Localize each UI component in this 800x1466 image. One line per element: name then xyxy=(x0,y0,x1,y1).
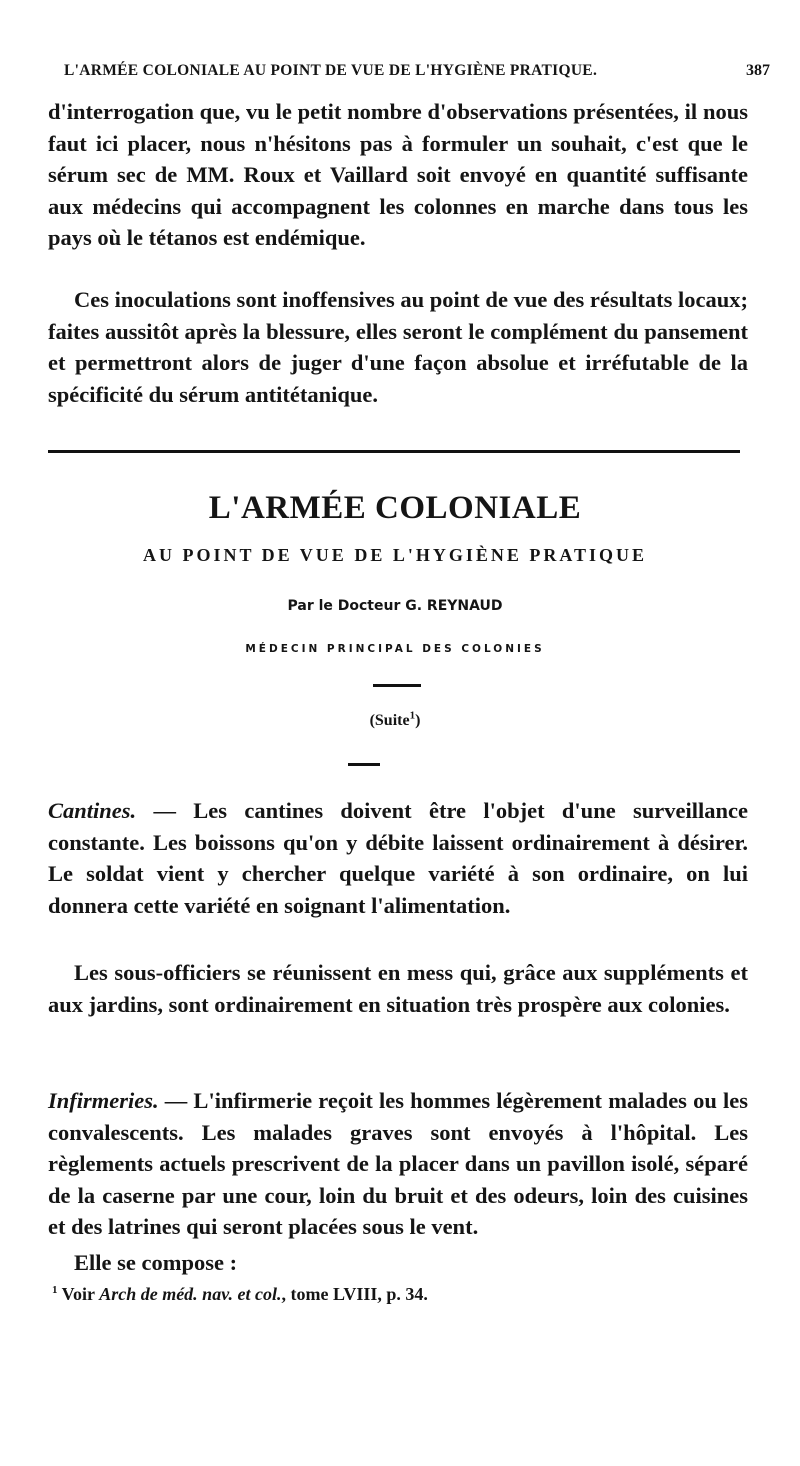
article-subtitle: AU POINT DE VUE DE L'HYGIÈNE PRATIQUE xyxy=(142,545,648,565)
continued-label xyxy=(0,709,790,730)
footnote-ref: 1 xyxy=(409,709,416,722)
cantines-text: — Les cantines doivent être l'objet d'une surveillance constante. Les boissons qu'on y débite laissent ordinairement à désirer. Le soldat vient y chercher quelque variété à son ordinaire, on lui donnera cette variété en soignant l'alimentation. xyxy=(48,798,748,918)
paragraph-cantines xyxy=(48,795,748,921)
paragraph-serum: d'interrogation que, vu le petit nombre d'observations présentées, il nous faut ici placer, nous n'hésitons pas à formuler un souhait, c'est que le sérum sec de MM. Roux et Vaillard soit envoyé en quantité suffisante aux médecins qui accompagnent les colonnes en marche dans tous les pays où le tétanos est endémique. xyxy=(48,99,748,250)
footnote-marker: 1 xyxy=(52,1284,58,1296)
section-heading-infirmeries: Infirmeries. xyxy=(48,1088,159,1113)
paragraph-sous-officiers: Les sous-officiers se réunissent en mess qui, grâce aux suppléments et aux jardins, sont ordinairement en situation très prospère aux colonies. xyxy=(48,960,748,1017)
section-divider xyxy=(48,450,740,453)
footnote-prefix: Voir xyxy=(57,1284,100,1304)
paragraph-infirmeries xyxy=(48,1085,748,1243)
infirmeries-text: — L'infirmerie reçoit les hommes légèrement malades ou les convalescents. Les malades graves sont envoyés à l'hôpital. Les règlements actuels prescrivent de la placer dans un pavillon isolé, séparé de la caserne par une cour, loin du bruit et des odeurs, loin des cuisines et des latrines qui seront placées sous le vent. xyxy=(48,1088,748,1239)
article-title: L'ARMÉE COLONIALE xyxy=(208,490,582,526)
footnote-source: Arch de méd. nav. et col. xyxy=(99,1284,282,1304)
section-heading-cantines: Cantines. xyxy=(48,798,137,823)
footnote xyxy=(52,1284,428,1305)
footnote-suffix: , tome LVIII, p. 34. xyxy=(281,1284,428,1304)
paragraph-compose: Elle se compose : xyxy=(74,1250,238,1275)
page-header xyxy=(64,62,770,88)
page-number: 387 xyxy=(746,62,770,79)
continued-close: ) xyxy=(415,712,421,729)
paragraph-inoculations: Ces inoculations sont inoffensives au point de vue des résultats locaux; faites aussitôt après la blessure, elles seront le complément du pansement et permettront alors de juger d'une façon absolue et irréfutable de la spécificité du sérum antitétanique. xyxy=(48,287,748,407)
running-head: L'ARMÉE COLONIALE AU POINT DE VUE DE L'HYGIÈNE PRATIQUE. xyxy=(64,62,598,79)
short-divider-2 xyxy=(348,763,380,766)
continued-text: (Suite xyxy=(369,712,410,729)
short-divider xyxy=(373,684,421,687)
author-byline: Par le Docteur G. REYNAUD xyxy=(287,598,503,614)
author-title: MÉDECIN PRINCIPAL DES COLONIES xyxy=(245,643,545,655)
